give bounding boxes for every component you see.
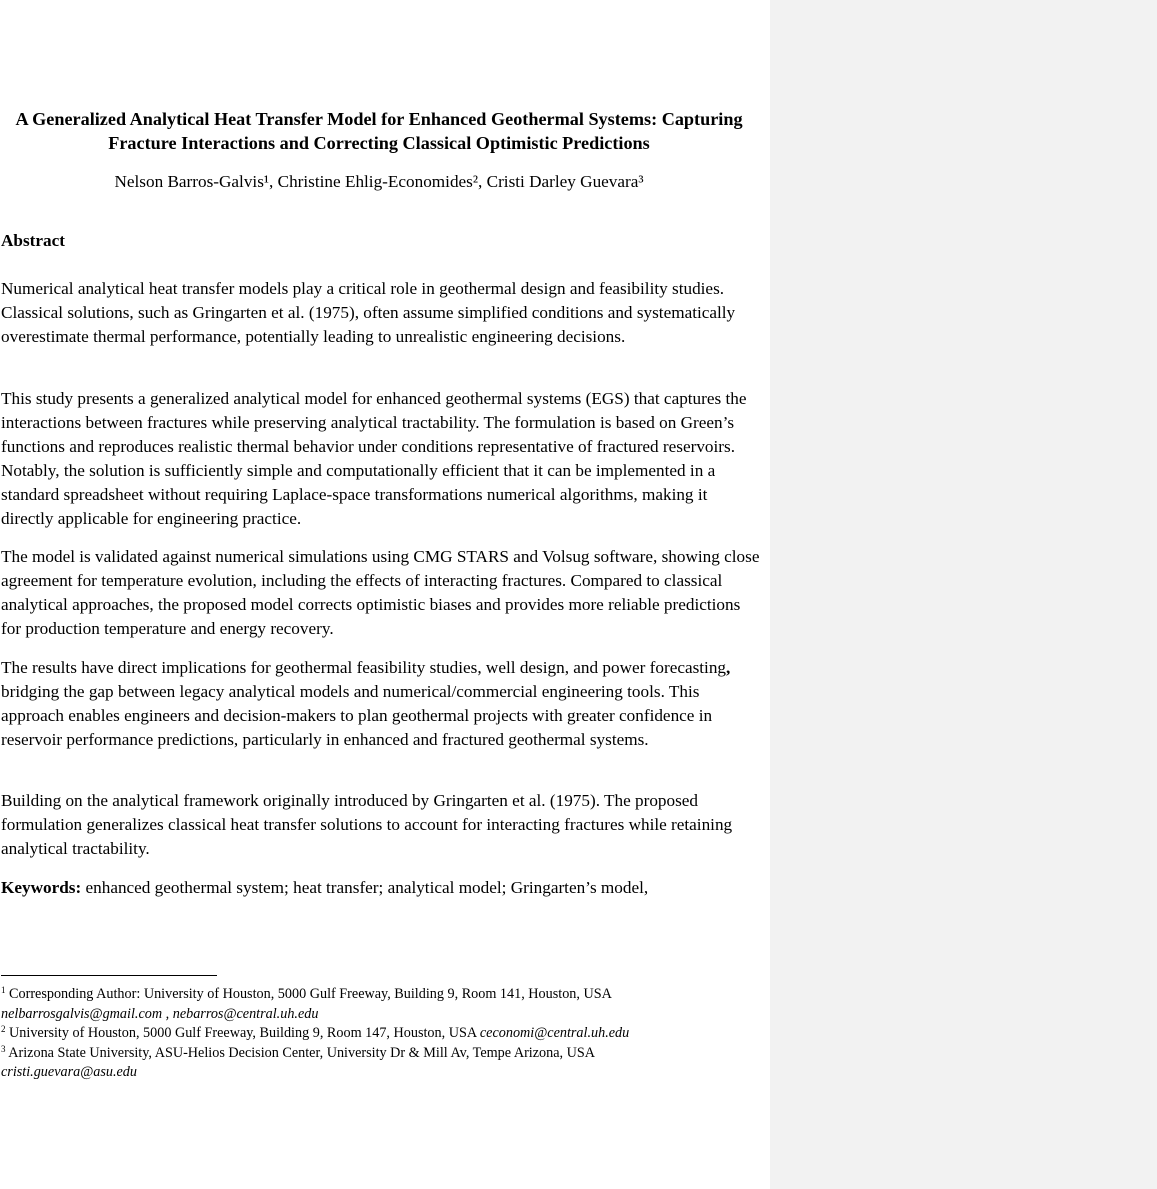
paper-title [0,107,758,155]
paragraph-4-text-start: The results have direct implications for geothermal feasibility studies, well design, and power forecasting [1,658,727,677]
footnote-1-marker: 1 [1,985,6,995]
keywords-list: enhanced geothermal system; heat transfer; analytical model; Gringarten’s model, [81,878,649,897]
viewer-side-panel [770,0,1157,1189]
footnote-3 [1,1044,761,1064]
title-line-2: Fracture Interactions and Correcting Classical Optimistic Predictions [108,133,650,153]
abstract-heading: Abstract [1,231,65,250]
author-list: Nelson Barros-Galvis¹, Christine Ehlig-Economides², Cristi Darley Guevara³ [114,172,644,191]
abstract-paragraph-4 [1,656,761,752]
keywords [1,876,761,900]
keywords-label: Keywords: [1,878,82,897]
abstract-paragraph-2: This study presents a generalized analytical model for enhanced geothermal systems (EGS) that captures the interactions between fractures while preserving analytical tractability. The formulation is based on Green’s functions and reproduces realistic thermal behavior under conditions representative of fractured reservoirs. Notably, the solution is sufficiently simple and computationally efficient that it can be implemented in a standard spreadsheet without requiring Laplace-space transformations numerical algorithms, making it directly applicable for engineering practice. [1,389,747,528]
footnote-2-marker: 2 [1,1024,6,1034]
footnotes [1,985,761,1083]
title-line-1: A Generalized Analytical Heat Transfer Model for Enhanced Geothermal Systems: Capturing [15,109,743,129]
footnote-1-emails: nelbarrosgalvis@gmail.com , nebarros@central.uh.edu [1,1005,319,1022]
footnote-1 [1,985,761,1005]
footnote-2-email: ceconomi@central.uh.edu [479,1025,630,1041]
footnote-3-marker: 3 [1,1043,6,1054]
footnote-3-affiliation: Arizona State University, ASU-Helios Decision Center, University Dr & Mill Av, Tempe Arizona, USA [5,1044,595,1061]
footnote-separator [1,975,217,976]
footnote-2-affiliation: University of Houston, 5000 Gulf Freeway, Building 9, Room 147, Houston, USA [5,1025,480,1041]
abstract-paragraph-3: The model is validated against numerical simulations using CMG STARS and Volsug software, showing close agreement for temperature evolution, including the effects of interacting fractures. Compared to classical analytical approaches, the proposed model corrects optimistic biases and provides more reliable predictions for production temperature and energy recovery. [1,547,760,638]
paragraph-4-bold-comma: , [726,658,731,677]
footnote-1-affiliation: Corresponding Author: University of Houston, 5000 Gulf Freeway, Building 9, Room 141, Houston, USA [5,986,612,1002]
footnote-2 [1,1024,761,1044]
paragraph-4-text-end: bridging the gap between legacy analytical models and numerical/commercial engineering tools. This approach enables engineers and decision-makers to plan geothermal projects with greater confidence in reservoir performance predictions, particularly in enhanced and fractured geothermal systems. [1,682,713,749]
abstract-paragraph-5: Building on the analytical framework originally introduced by Gringarten et al. (1975). The proposed formulation generalizes classical heat transfer solutions to account for interacting fractures while retaining analytical tractability. [1,791,733,858]
abstract-paragraph-1: Numerical analytical heat transfer models play a critical role in geothermal design and feasibility studies. Classical solutions, such as Gringarten et al. (1975), often assume simplified conditions and systematically overestimate thermal performance, potentially leading to unrealistic engineering decisions. [1,279,736,346]
footnote-3-email: cristi.guevara@asu.edu [1,1064,137,1080]
